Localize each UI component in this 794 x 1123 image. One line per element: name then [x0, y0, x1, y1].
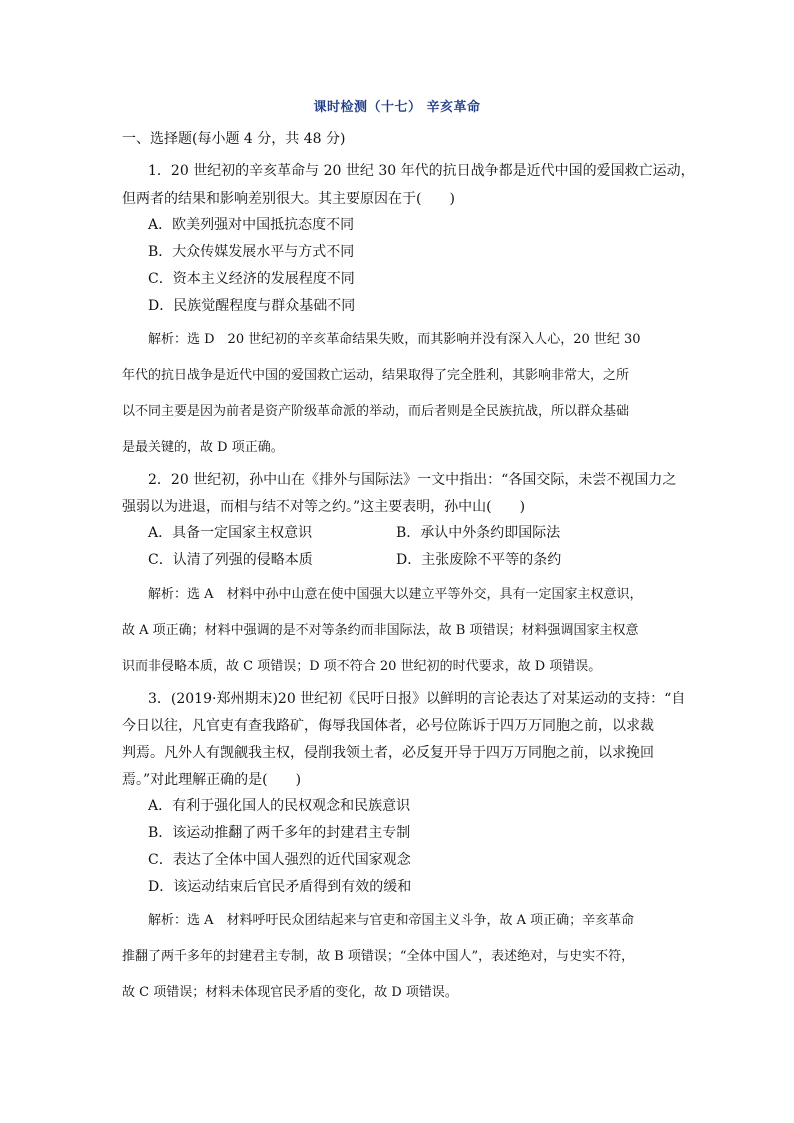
question-3-option-b: B．该运动推翻了两千多年的封建君主专制 — [148, 825, 411, 841]
question-1-analysis-line-1: 解析：选 D 20 世纪初的辛亥革命结果失败，而其影响并没有深入人心，20 世纪 30 — [148, 332, 641, 347]
question-2-stem-line-2: 强弱以为进退，而相与结不对等之约。”这主要表明，孙中山( ) — [122, 499, 526, 515]
question-3-stem-line-2: 今日以往，凡官吏有查我路矿，侮辱我国体者，必号位陈诉于四万万同胞之前，以求裁 — [122, 718, 654, 734]
page-title: 课时检测（十七） 辛亥革命 — [313, 100, 481, 115]
question-2-option-a: A．具备一定国家主权意识 — [148, 525, 313, 541]
question-1-stem-line-1: 1．20 世纪初的辛亥革命与 20 世纪 30 年代的抗日战争都是近代中国的爱国救亡运动， — [148, 163, 695, 179]
question-1-stem-line-2: 但两者的结果和影响差别很大。其主要原因在于( ) — [122, 191, 455, 207]
question-1-analysis-line-3: 以不同主要是因为前者是资产阶级革命派的举动，而后者则是全民族抗战，所以群众基础 — [122, 404, 630, 419]
question-2-option-d: D．主张废除不平等的条约 — [396, 552, 562, 568]
section-heading: 一、选择题(每小题 4 分，共 48 分) — [122, 131, 346, 147]
question-3-stem-line-4: 焉。”对此理解正确的是( ) — [122, 772, 302, 788]
question-3-analysis-line-2: 推翻了两千多年的封建君主专制，故 B 项错误；“全体中国人”，表述绝对，与史实不符， — [122, 949, 635, 964]
question-3-stem-line-1: 3．(2019·郑州期末)20 世纪初《民吁日报》以鲜明的言论表达了对某运动的支持：“自 — [148, 691, 686, 707]
question-1-option-c: C．资本主义经济的发展程度不同 — [148, 271, 355, 287]
question-1-option-a: A．欧美列强对中国抵抗态度不同 — [148, 217, 355, 233]
question-2-analysis-line-1: 解析：选 A 材料中孙中山意在使中国强大以建立平等外交，具有一定国家主权意识， — [148, 587, 643, 602]
question-3-option-a: A．有利于强化国人的民权观念和民族意识 — [148, 798, 411, 814]
question-3-analysis-line-3: 故 C 项错误；材料未体现官民矛盾的变化，故 D 项错误。 — [122, 985, 458, 1000]
question-2-option-b: B．承认中外条约即国际法 — [396, 525, 561, 541]
question-2-analysis-line-2: 故 A 项正确；材料中强调的是不对等条约而非国际法，故 B 项错误；材料强调国家主权意 — [122, 623, 639, 638]
question-2-stem-line-1: 2．20 世纪初，孙中山在《排外与国际法》一文中指出：“各国交际，未尝不视国力之 — [148, 472, 677, 488]
question-1-analysis-line-2: 年代的抗日战争是近代中国的爱国救亡运动，结果取得了完全胜利，其影响非常大，之所 — [122, 368, 630, 383]
question-3-option-c: C．表达了全体中国人强烈的近代国家观念 — [148, 852, 411, 868]
question-1-option-b: B．大众传媒发展水平与方式不同 — [148, 244, 355, 260]
question-3-analysis-line-1: 解析：选 A 材料呼吁民众团结起来与官吏和帝国主义斗争，故 A 项正确；辛亥革命 — [148, 913, 635, 928]
question-3-stem-line-3: 判焉。凡外人有觊觎我主权，侵削我领土者，必反复开导于四万万同胞之前，以求挽回 — [122, 745, 654, 761]
question-2-option-c: C．认清了列强的侵略本质 — [148, 552, 313, 568]
question-2-analysis-line-3: 识而非侵略本质，故 C 项错误；D 项不符合 20 世纪初的时代要求，故 D 项错误。 — [122, 659, 602, 674]
question-3-option-d: D．该运动结束后官民矛盾得到有效的缓和 — [148, 879, 412, 895]
question-1-option-d: D．民族觉醒程度与群众基础不同 — [148, 298, 356, 314]
question-1-analysis-line-4: 是最关键的，故 D 项正确。 — [122, 440, 284, 455]
